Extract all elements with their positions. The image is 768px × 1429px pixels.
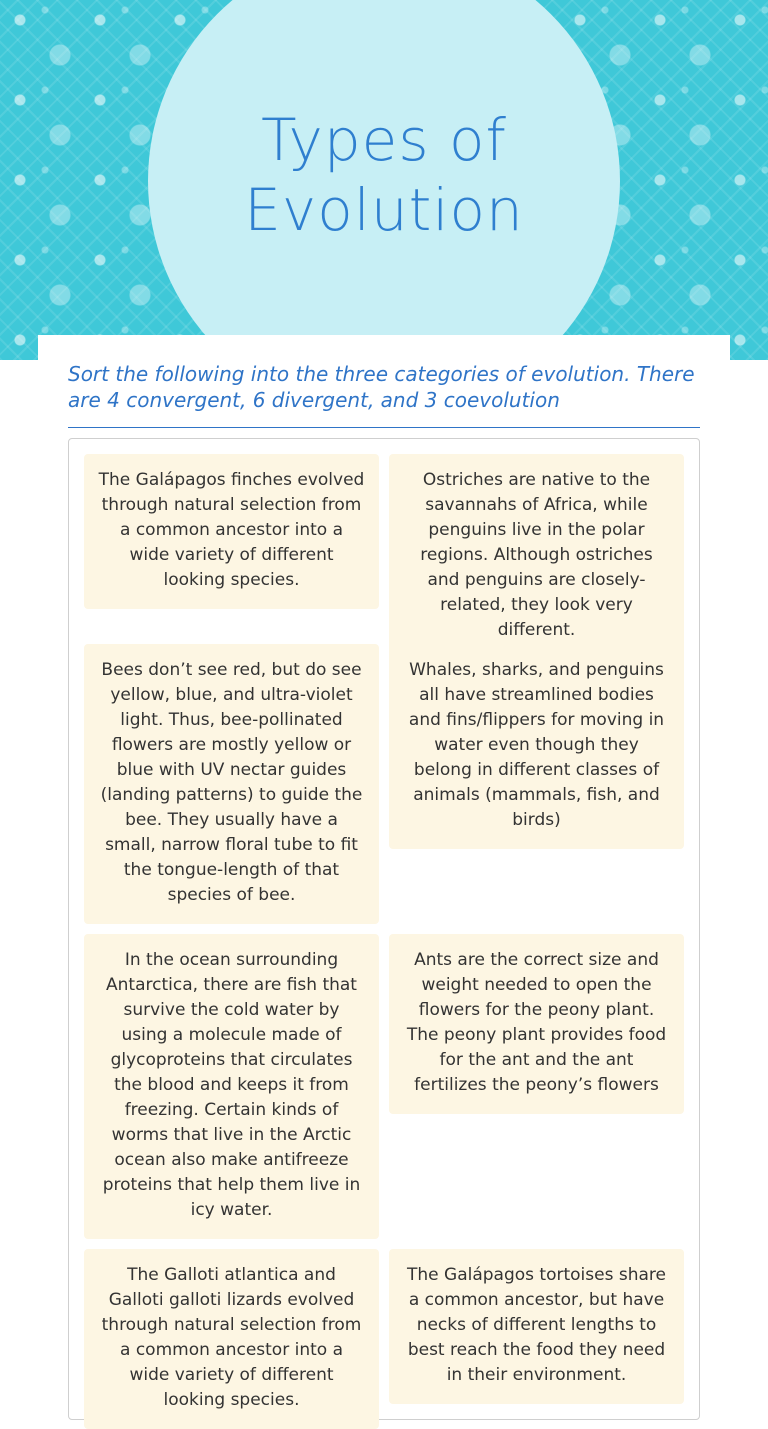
title-line-2: Evolution <box>244 176 524 244</box>
drag-card-5[interactable]: In the ocean surrounding Antarctica, there are fish that survive the cold water by using a molecule made of glycoproteins that circulates the blood and keeps it from freezing. Certain kinds of worms that live in the Arctic ocean also make antifreeze proteins that help them live in icy water. <box>84 934 379 1239</box>
instructions-text: Sort the following into the three categories of evolution. There are 4 convergent, 6 divergent, and 3 coevolution <box>68 362 695 412</box>
drag-card-7[interactable]: The Galloti atlantica and Galloti galloti lizards evolved through natural selection from a common ancestor into a wide variety of different looking species. <box>84 1249 379 1429</box>
drag-card-4[interactable]: Whales, sharks, and penguins all have streamlined bodies and fins/flippers for moving in water even though they belong in different classes of animals (mammals, fish, and birds) <box>389 644 684 849</box>
drag-card-6[interactable]: Ants are the correct size and weight needed to open the flowers for the peony plant. The peony plant provides food for the ant and the ant fertilizes the peony’s flowers <box>389 934 684 1114</box>
page-title <box>148 105 620 245</box>
drag-card-2[interactable]: Ostriches are native to the savannahs of Africa, while penguins live in the polar regions. Although ostriches and penguins are closely-related, they look very different. <box>389 454 684 659</box>
title-line-1: Types of <box>261 106 507 174</box>
divider <box>68 427 700 428</box>
drag-card-3[interactable]: Bees don’t see red, but do see yellow, blue, and ultra-violet light. Thus, bee-pollinated flowers are mostly yellow or blue with UV nectar guides (landing patterns) to guide the bee. They usually have a small, narrow floral tube to fit the tongue-length of that species of bee. <box>84 644 379 924</box>
drag-card-1[interactable]: The Galápagos finches evolved through natural selection from a common ancestor into a wide variety of different looking species. <box>84 454 379 609</box>
worksheet <box>38 335 730 1410</box>
sorting-board <box>68 438 700 1420</box>
drag-card-8[interactable]: The Galápagos tortoises share a common ancestor, but have necks of different lengths to best reach the food they need in their environment. <box>389 1249 684 1404</box>
